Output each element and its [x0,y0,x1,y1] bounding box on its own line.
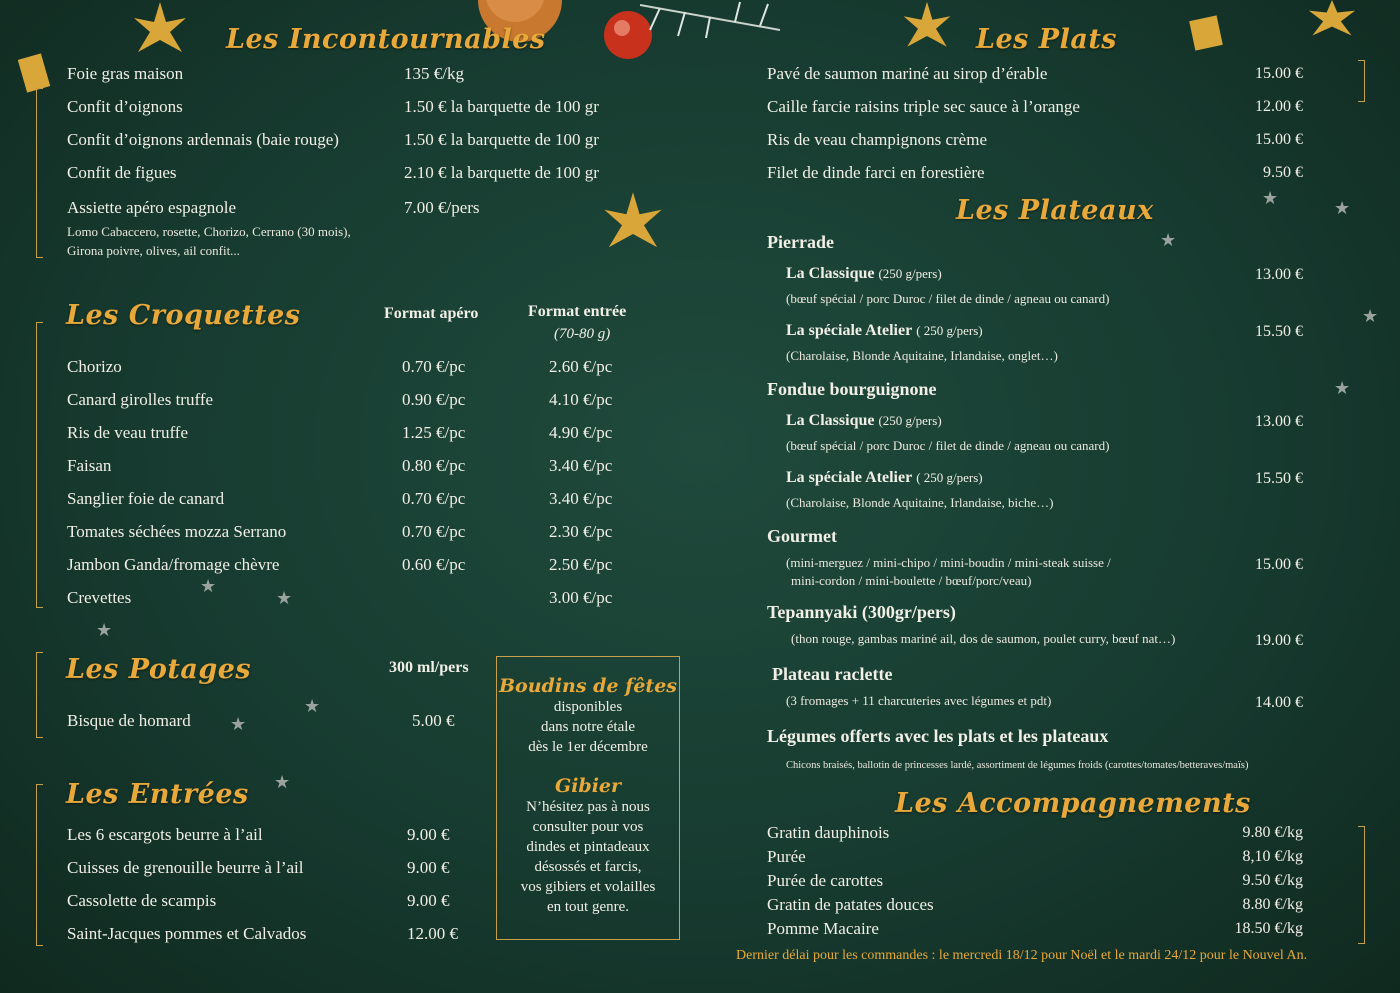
item-name [786,322,983,340]
box-text: N’hésitez pas à nous [526,799,650,815]
subsection-raclette: Plateau raclette [772,664,893,684]
item-price: 14.00 € [1255,694,1303,711]
gift-box-icon [18,48,52,96]
item-price-entree: 3.40 €/pc [549,489,613,508]
item-price: 15.50 € [1255,470,1303,487]
column-header-potages: 300 ml/pers [389,659,469,676]
star-icon: ★ [276,588,293,608]
item-price: 9.00 € [407,858,450,877]
item-name [786,469,983,487]
item-price-apero: 0.60 €/pc [402,555,466,574]
section-title-accompagnements: Les Accompagnements [895,788,1251,819]
item-weight: ( 250 g/pers) [916,470,983,485]
info-box [496,656,680,940]
item-price-apero: 0.70 €/pc [402,357,466,376]
item-price: 1.50 € la barquette de 100 gr [404,130,599,149]
item-price-apero: 0.90 €/pc [402,390,466,409]
item-name: Crevettes [67,588,132,607]
item-price-entree: 2.30 €/pc [549,522,613,541]
box-text: dès le 1er décembre [528,739,648,755]
item-name: Bisque de homard [67,711,191,730]
item-name: Chorizo [67,357,122,376]
item-price: 15.50 € [1255,323,1303,340]
section-title-incontournables: Les Incontournables [226,24,546,55]
item-name: Ris de veau truffe [67,423,189,442]
item-price: 7.00 €/pers [404,198,480,217]
item-price: 15.00 € [1255,65,1303,82]
gift-box-icon [1188,8,1224,52]
item-price: 13.00 € [1255,266,1303,283]
star-icon: ★ [304,696,321,716]
section-bracket [1358,60,1365,102]
item-name [786,265,942,283]
star-icon: ★ [274,772,291,792]
pine-branch-decoration [640,0,780,40]
item-price: 12.00 € [407,924,458,943]
section-bracket [36,322,43,608]
item-description: (3 fromages + 11 charcuteries avec légumes et pdt) [786,693,1052,708]
item-label: La spéciale Atelier [786,469,913,486]
item-label: La Classique [786,412,875,429]
star-icon: ★ [1362,306,1379,326]
gold-bow-icon [600,190,666,256]
item-description: mini-cordon / mini-boulette / bœuf/porc/veau) [791,573,1032,588]
item-price-entree: 4.10 €/pc [549,390,613,409]
gold-bow-icon [1305,0,1359,40]
box-text: disponibles [553,699,623,715]
box-text: dindes et pintadeaux [526,839,650,855]
item-weight: (250 g/pers) [878,266,942,281]
item-name: Les 6 escargots beurre à l’ail [67,825,263,844]
item-name: Cassolette de scampis [67,891,217,910]
item-price-apero: 0.70 €/pc [402,489,466,508]
item-price: 8.80 €/kg [1242,896,1303,913]
box-text: consulter pour vos [532,819,644,835]
item-label: La spéciale Atelier [786,322,913,339]
item-price: 15.00 € [1255,556,1303,573]
item-name: Faisan [67,456,112,475]
item-price-apero: 0.80 €/pc [402,456,466,475]
section-bracket [36,88,43,258]
item-price: 9.00 € [407,825,450,844]
item-price-entree: 4.90 €/pc [549,423,613,442]
item-name: Assiette apéro espagnole [67,198,236,217]
item-price: 12.00 € [1255,98,1303,115]
box-text: dans notre étale [540,719,636,735]
box-text: vos gibiers et volailles [520,879,656,895]
section-title-plats: Les Plats [976,24,1117,55]
subsection-tepannyaki: Tepannyaki (300gr/pers) [767,602,956,622]
column-header-entree-sub: (70-80 g) [554,326,611,342]
box-text: désossés et farcis, [534,859,642,875]
item-price: 15.00 € [1255,131,1303,148]
item-price: 19.00 € [1255,632,1303,649]
item-name: Sanglier foie de canard [67,489,225,508]
item-description: (thon rouge, gambas mariné ail, dos de saumon, poulet curry, bœuf nat…) [791,631,1176,646]
item-price: 8,10 €/kg [1242,848,1303,865]
item-name: Pomme Macaire [767,919,879,938]
gold-bow-icon [900,0,954,54]
item-description: (Charolaise, Blonde Aquitaine, Irlandaise, onglet…) [786,348,1058,363]
item-description: Girona poivre, olives, ail confit... [67,243,240,258]
item-price: 1.50 € la barquette de 100 gr [404,97,599,116]
section-title-potages: Les Potages [66,654,252,685]
item-price-apero: 0.70 €/pc [402,522,466,541]
column-header-entree: Format entrée [528,303,627,320]
item-name: Confit d’oignons [67,97,183,116]
star-icon: ★ [1334,378,1351,398]
item-description: (bœuf spécial / porc Duroc / filet de dinde / agneau ou canard) [786,438,1110,453]
item-price-entree: 3.40 €/pc [549,456,613,475]
item-name: Jambon Ganda/fromage chèvre [67,555,280,574]
order-deadline-note: Dernier délai pour les commandes : le mercredi 18/12 pour Noël et le mardi 24/12 pour le Nouvel An. [736,948,1308,963]
item-name: Caille farcie raisins triple sec sauce à l’orange [767,97,1080,116]
item-price: 135 €/kg [404,64,464,83]
star-icon: ★ [1160,230,1177,250]
item-price: 9.80 €/kg [1242,824,1303,841]
item-name [786,412,942,430]
star-icon: ★ [1262,188,1279,208]
item-label: La Classique [786,265,875,282]
item-description: (bœuf spécial / porc Duroc / filet de dinde / agneau ou canard) [786,291,1110,306]
item-name: Purée de carottes [767,871,884,890]
item-price-apero: 1.25 €/pc [402,423,466,442]
section-bracket [36,652,43,738]
item-description: Chicons braisés, ballotin de princesses lardé, assortiment de légumes froids (carottes/tomates/betteraves/maïs) [786,760,1249,771]
item-price: 2.10 € la barquette de 100 gr [404,163,599,182]
subsection-pierrade: Pierrade [767,232,834,252]
item-description: (Charolaise, Blonde Aquitaine, Irlandaise, biche…) [786,495,1054,510]
item-name: Pavé de saumon mariné au sirop d’érable [767,64,1048,83]
item-name: Canard girolles truffe [67,390,214,409]
item-name: Foie gras maison [67,64,184,83]
item-price-entree: 2.60 €/pc [549,357,613,376]
item-price: 9.50 € [1263,164,1303,181]
gold-bow-icon [130,0,190,60]
item-name: Confit d’oignons ardennais (baie rouge) [67,130,339,149]
subsection-fondue: Fondue bourguignone [767,379,937,399]
star-icon: ★ [200,576,217,596]
item-price: 9.50 €/kg [1242,872,1303,889]
section-title-croquettes: Les Croquettes [66,300,301,331]
item-name: Cuisses de grenouille beurre à l’ail [67,858,304,877]
subsection-legumes: Légumes offerts avec les plats et les plateaux [767,726,1109,746]
item-name: Confit de figues [67,163,177,182]
star-icon: ★ [96,620,113,640]
item-description: Lomo Cabaccero, rosette, Chorizo, Cerrano (30 mois), [67,224,351,239]
item-name: Gratin de patates douces [767,895,934,914]
item-price: 13.00 € [1255,413,1303,430]
item-price: 18.50 €/kg [1234,920,1303,937]
star-icon: ★ [1334,198,1351,218]
item-name: Ris de veau champignons crème [767,130,987,149]
item-price: 5.00 € [412,711,455,730]
section-bracket [36,784,43,946]
item-price-entree: 3.00 €/pc [549,588,613,607]
item-weight: (250 g/pers) [878,413,942,428]
item-name: Purée [767,847,806,866]
section-bracket [1358,826,1365,944]
item-price-entree: 2.50 €/pc [549,555,613,574]
box-title-boudins: Boudins de fêtes [499,675,677,697]
section-title-entrees: Les Entrées [66,779,249,810]
item-name: Gratin dauphinois [767,823,890,842]
item-name: Filet de dinde farci en forestière [767,163,985,182]
item-description: (mini-merguez / mini-chipo / mini-boudin / mini-steak suisse / [786,555,1111,570]
item-weight: ( 250 g/pers) [916,323,983,338]
column-header-apero: Format apéro [384,305,479,322]
box-text: en tout genre. [546,899,630,915]
item-name: Tomates séchées mozza Serrano [67,522,287,541]
box-title-gibier: Gibier [554,775,622,797]
item-price: 9.00 € [407,891,450,910]
star-icon: ★ [230,714,247,734]
subsection-gourmet: Gourmet [767,526,837,546]
item-name: Saint-Jacques pommes et Calvados [67,924,307,943]
section-title-plateaux: Les Plateaux [956,195,1154,226]
